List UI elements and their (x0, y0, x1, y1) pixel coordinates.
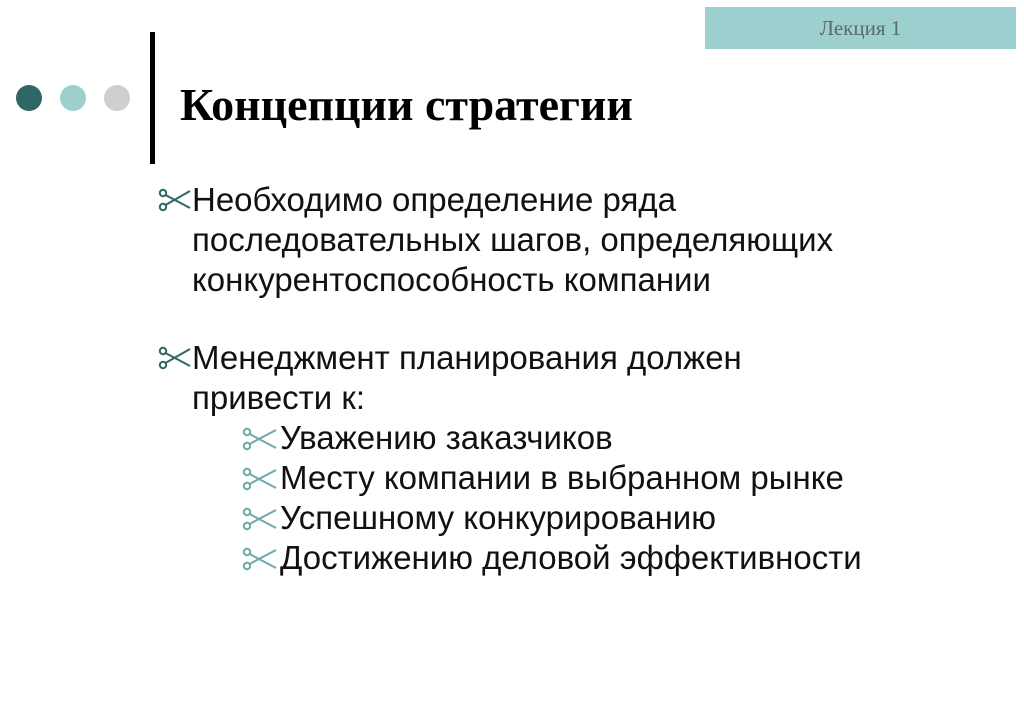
scissors-icon (158, 188, 192, 212)
sub-bullet-label: Достижению деловой эффективности (280, 539, 862, 576)
sub-bullet-label: Уважению заказчиков (280, 419, 613, 456)
scissors-icon (242, 467, 278, 491)
scissors-icon (242, 427, 278, 451)
scissors-icon (158, 346, 192, 370)
scissors-icon (242, 547, 278, 571)
bullet-item-1 (158, 180, 1008, 300)
bullet-line: последовательных шагов, определяющих (192, 221, 834, 258)
dot-teal (60, 85, 86, 111)
sub-bullet-item (242, 538, 1008, 578)
lecture-label: Лекция 1 (705, 7, 1016, 49)
bullet-line: конкурентоспособность компании (192, 261, 711, 298)
sub-bullet-item (242, 418, 1008, 458)
bullet-line: Менеджмент планирования должен (192, 339, 742, 376)
sub-bullet-label: Месту компании в выбранном рынке (280, 459, 844, 496)
scissors-icon (242, 507, 278, 531)
bullet-list (158, 180, 1008, 616)
sub-bullet-label: Успешному конкурированию (280, 499, 716, 536)
slide-title: Концепции стратегии (180, 79, 633, 130)
dot-dark (16, 85, 42, 111)
title-divider (150, 32, 155, 164)
bullet-item-2 (158, 338, 1008, 578)
bullet-line: привести к: (192, 379, 365, 416)
sub-bullet-item (242, 498, 1008, 538)
sub-bullet-item (242, 458, 1008, 498)
bullet-line: Необходимо определение ряда (192, 181, 676, 218)
dot-gray (104, 85, 130, 111)
sub-bullet-list (192, 418, 1008, 578)
